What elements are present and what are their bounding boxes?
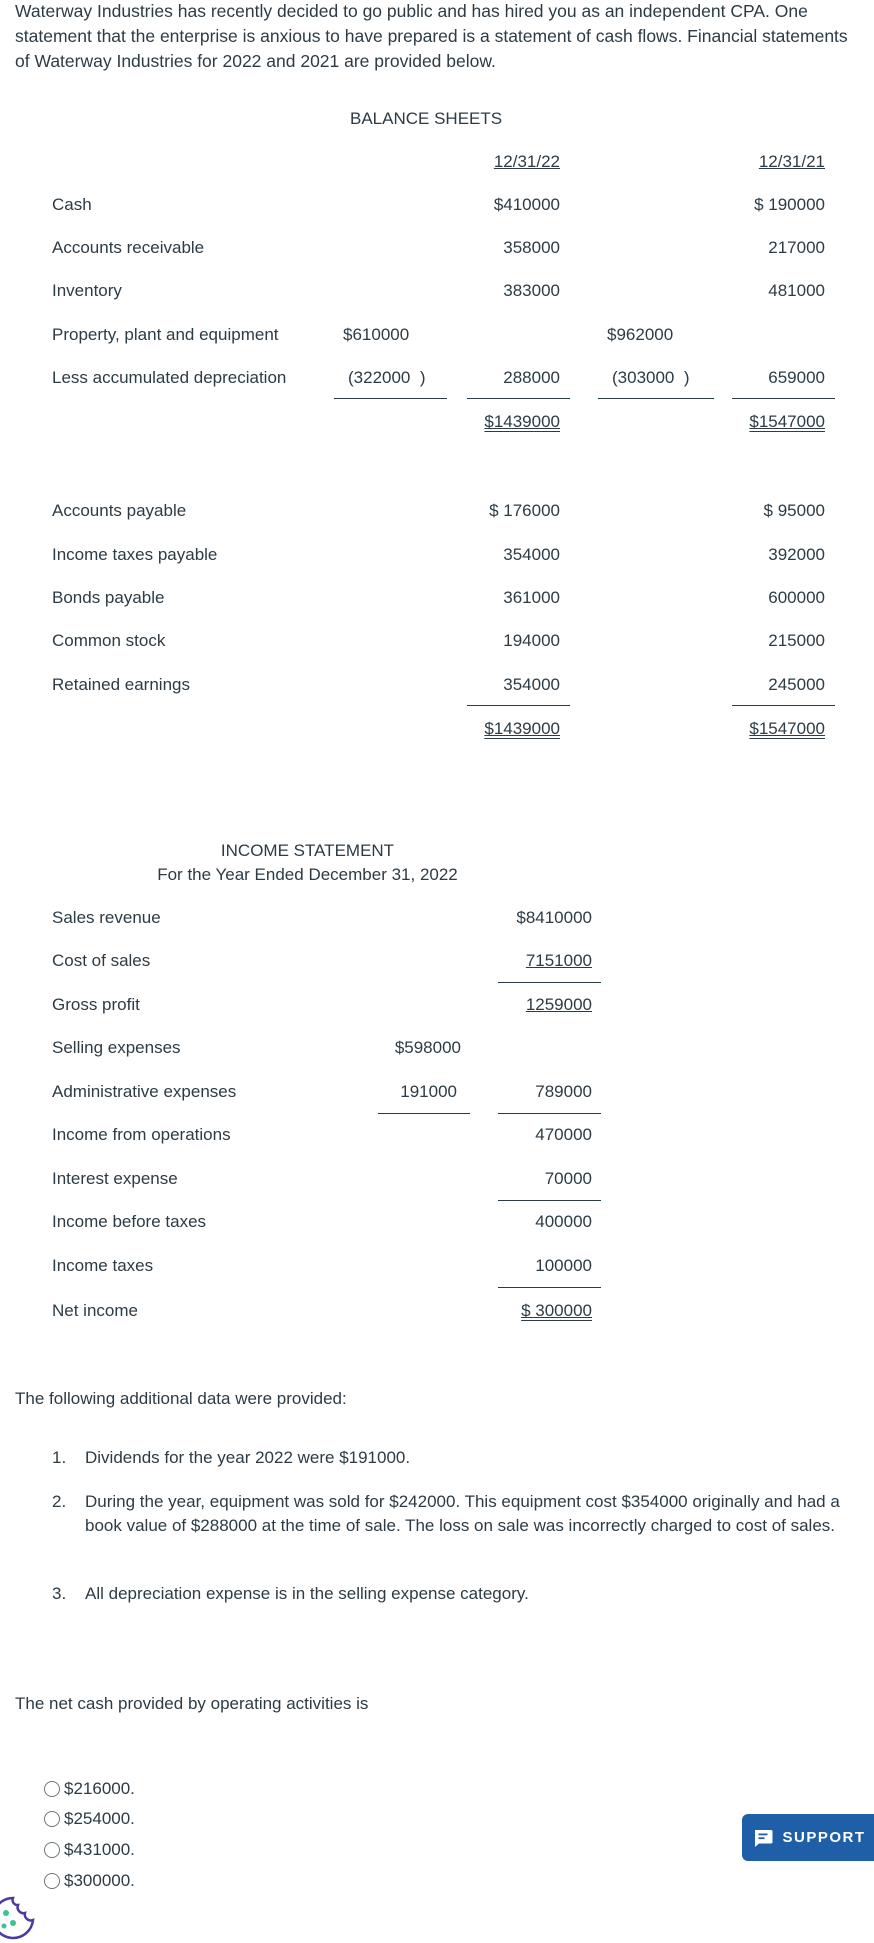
re-2022: 354000 <box>503 675 560 694</box>
label-bonds-payable: Bonds payable <box>52 588 165 607</box>
cs-2021: 215000 <box>768 631 825 650</box>
answer-option[interactable] <box>44 1839 135 1861</box>
support-label: SUPPORT <box>782 1829 866 1846</box>
label-administrative-expenses: Administrative expenses <box>52 1082 237 1101</box>
label-income-before-taxes: Income before taxes <box>52 1212 207 1231</box>
label-ppe: Property, plant and equipment <box>52 325 279 344</box>
cash-2021: $ 190000 <box>754 195 825 214</box>
rule <box>498 1113 601 1114</box>
col-header-2021: 12/31/21 <box>758 152 825 171</box>
question-text: The net cash provided by operating activities is <box>15 1694 369 1713</box>
label-gross-profit: Gross profit <box>52 995 140 1014</box>
answer-option-label: $300000. <box>64 1871 135 1890</box>
sales-revenue-value: $8410000 <box>516 908 592 927</box>
label-income-taxes: Income taxes <box>52 1256 154 1275</box>
administrative-expenses-value: 191000 <box>400 1082 457 1101</box>
cs-2022: 194000 <box>503 631 560 650</box>
ppe-2022: $610000 <box>343 325 410 344</box>
ar-2022: 358000 <box>503 238 560 257</box>
problem-intro: Waterway Industries has recently decided to go public and has hired you as an independent CPA. One statement that the enterprise is anxious to have prepared is a statement of cash flows. Financial statements of Waterway Industries for 2022 and 2021 are provided below. <box>15 1 848 71</box>
list-item: All depreciation expense is in the selling expense category. <box>85 1584 529 1603</box>
label-income-from-operations: Income from operations <box>52 1125 231 1144</box>
label-inventory: Inventory <box>52 281 122 300</box>
bonds-2021: 600000 <box>768 588 825 607</box>
ppe-net-2021: 659000 <box>768 368 825 387</box>
answer-option[interactable] <box>44 1870 135 1892</box>
income-before-taxes-value: 400000 <box>535 1212 592 1231</box>
balance-sheet-title: BALANCE SHEETS <box>350 109 503 128</box>
total-assets-2022: $1439000 <box>484 412 560 431</box>
income-statement-subtitle: For the Year Ended December 31, 2022 <box>157 865 458 884</box>
answer-option-label: $431000. <box>64 1840 135 1859</box>
total-le-2022: $1439000 <box>484 719 560 738</box>
label-cost-of-sales: Cost of sales <box>52 951 151 970</box>
label-selling-expenses: Selling expenses <box>52 1038 181 1057</box>
acc-dep-gross-2021: (303000 ) <box>612 368 690 387</box>
cookie-icon[interactable] <box>0 1893 38 1943</box>
ap-2022: $ 176000 <box>489 501 560 520</box>
radio-button[interactable] <box>44 1781 60 1797</box>
income-statement-title: INCOME STATEMENT <box>220 841 395 860</box>
support-button[interactable] <box>742 1814 874 1861</box>
itp-2021: 392000 <box>768 545 825 564</box>
label-interest-expense: Interest expense <box>52 1169 178 1188</box>
total-le-2021: $1547000 <box>749 719 825 738</box>
total-expenses-value: 789000 <box>535 1082 592 1101</box>
chat-icon <box>752 1827 774 1849</box>
list-item: During the year, equipment was sold for $242000. This equipment cost $354000 originally and had a book value of $288000 at the time of sale. The loss on sale was incorrectly charged to cost of sales. <box>85 1492 840 1535</box>
rule <box>498 982 601 983</box>
net-income-value: $ 300000 <box>521 1301 592 1320</box>
ar-2021: 217000 <box>768 238 825 257</box>
bonds-2022: 361000 <box>503 588 560 607</box>
answer-option-label: $254000. <box>64 1809 135 1828</box>
rule <box>378 1113 470 1114</box>
acc-dep-gross-2022: (322000 ) <box>348 368 426 387</box>
rule <box>467 398 570 399</box>
cost-of-sales-value: 7151000 <box>525 951 592 970</box>
label-sales-revenue: Sales revenue <box>52 908 161 927</box>
rule <box>334 398 447 399</box>
income-from-operations-value: 470000 <box>535 1125 592 1144</box>
rule <box>498 1287 601 1288</box>
rule <box>598 398 714 399</box>
label-accounts-receivable: Accounts receivable <box>52 238 205 257</box>
selling-expenses-value: $598000 <box>394 1038 461 1057</box>
list-item-number: 3. <box>52 1584 67 1603</box>
inventory-2022: 383000 <box>503 281 560 300</box>
label-common-stock: Common stock <box>52 631 166 650</box>
gross-profit-value: 1259000 <box>525 995 592 1014</box>
answer-option-label: $216000. <box>64 1779 135 1798</box>
radio-button[interactable] <box>44 1811 60 1827</box>
rule <box>498 1200 601 1201</box>
itp-2022: 354000 <box>503 545 560 564</box>
label-accounts-payable: Accounts payable <box>52 501 187 520</box>
radio-button[interactable] <box>44 1873 60 1889</box>
ppe-2021: $962000 <box>607 325 674 344</box>
interest-expense-value: 70000 <box>544 1169 592 1188</box>
rule <box>732 705 835 706</box>
label-net-income: Net income <box>52 1301 138 1320</box>
list-item-number: 1. <box>52 1448 67 1467</box>
additional-data-heading: The following additional data were provided: <box>15 1389 347 1408</box>
label-retained-earnings: Retained earnings <box>52 675 190 694</box>
re-2021: 245000 <box>768 675 825 694</box>
col-header-2022: 12/31/22 <box>493 152 560 171</box>
radio-button[interactable] <box>44 1842 60 1858</box>
label-accumulated-depreciation: Less accumulated depreciation <box>52 368 287 387</box>
ap-2021: $ 95000 <box>763 501 825 520</box>
inventory-2021: 481000 <box>768 281 825 300</box>
label-cash: Cash <box>52 195 92 214</box>
rule <box>732 398 835 399</box>
answer-option[interactable] <box>44 1808 135 1830</box>
list-item-number: 2. <box>52 1492 67 1511</box>
label-income-taxes-payable: Income taxes payable <box>52 545 218 564</box>
answer-option[interactable] <box>44 1778 135 1800</box>
income-taxes-value: 100000 <box>535 1256 592 1275</box>
ppe-net-2022: 288000 <box>503 368 560 387</box>
rule <box>467 705 570 706</box>
cash-2022: $410000 <box>493 195 560 214</box>
list-item: Dividends for the year 2022 were $191000. <box>85 1448 411 1467</box>
total-assets-2021: $1547000 <box>749 412 825 431</box>
